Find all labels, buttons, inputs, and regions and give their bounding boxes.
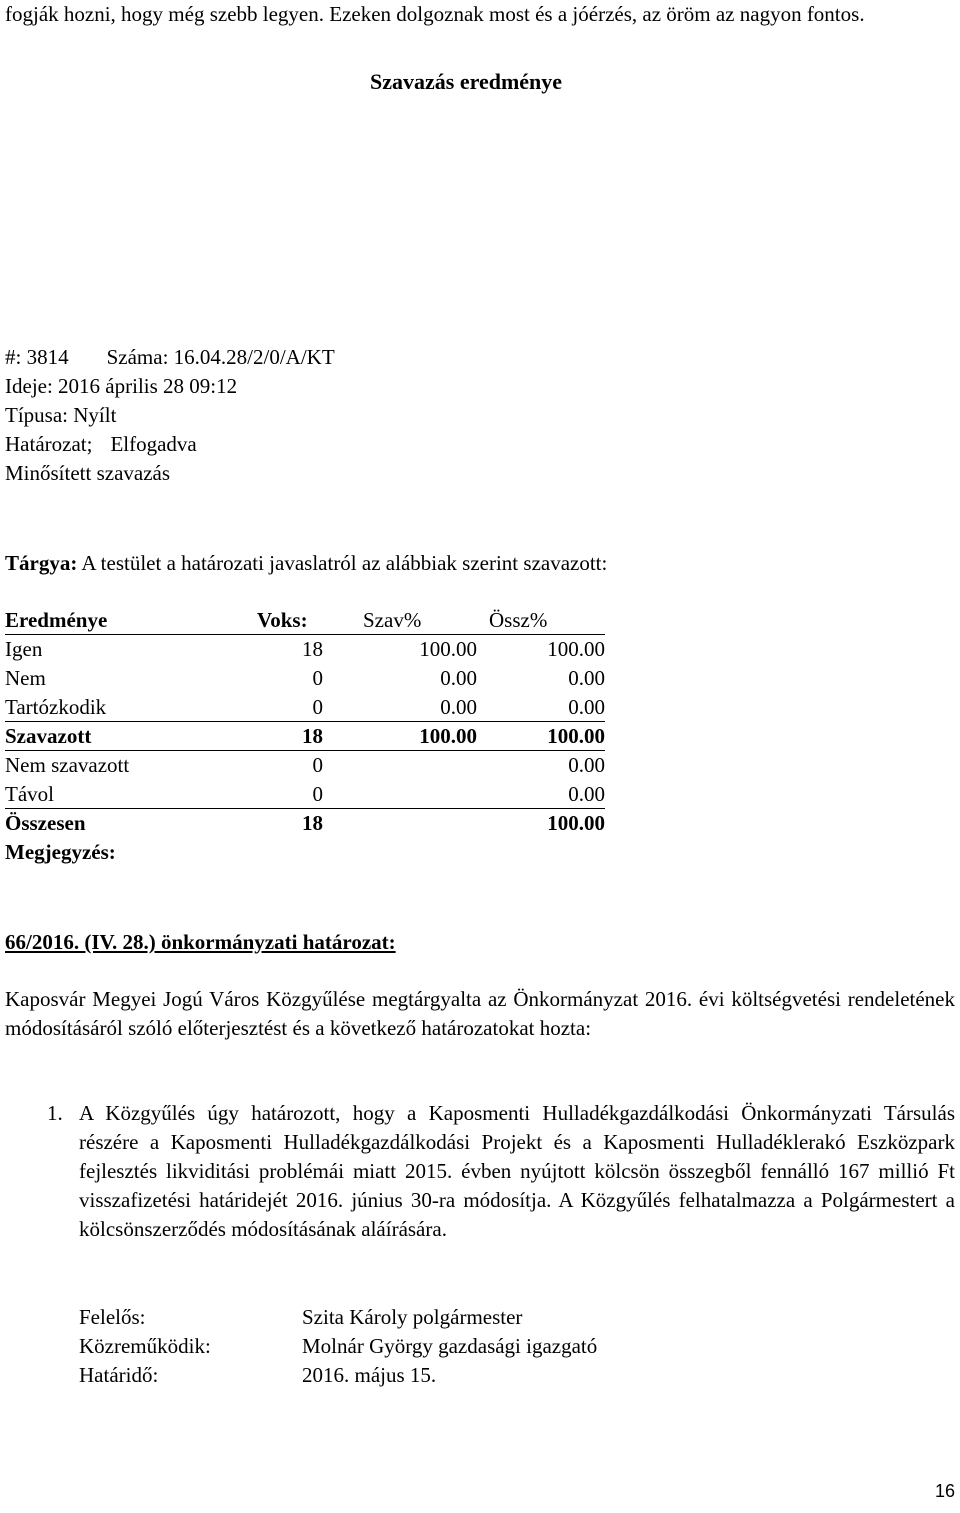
meta-id: #: 3814 [5, 345, 69, 369]
results-row-yes [5, 635, 605, 664]
row-label: Távol [5, 782, 54, 806]
row-voks: 18 [302, 811, 323, 835]
row-ossz: 0.00 [568, 695, 605, 719]
results-table [5, 606, 605, 867]
row-voks: 0 [312, 695, 323, 719]
row-voks: 0 [312, 753, 323, 777]
deadline-row [79, 1361, 779, 1390]
meta-id-row [5, 343, 605, 372]
row-szav: 0.00 [440, 695, 477, 719]
meta-qualified: Minősített szavazás [5, 461, 171, 485]
results-row-absent [5, 780, 605, 809]
row-voks: 0 [312, 666, 323, 690]
point-text: A Közgyűlés úgy határozott, hogy a Kaposmenti Hulladékgazdálkodási Önkormányzati Társulás részére a Kaposmenti Hulladékgazdálkodási Projekt és a Kaposmenti Hulladéklerakó Eszközpark fejlesztés likviditási problémái miatt 2015. évben nyújtott kölcsön összegből fennálló 167 millió Ft visszafizetési határidejét 2016. június 30-ra módosítja. A Közgyűlés felhatalmazza a Polgármestert a kölcsönszerződés módosításának aláírására. [79, 1101, 955, 1241]
responsible-row [79, 1303, 779, 1332]
responsible-label: Felelős: [79, 1305, 146, 1329]
row-szav: 100.00 [419, 724, 477, 748]
meta-date: Ideje: 2016 április 28 09:12 [5, 374, 238, 398]
row-voks: 0 [312, 782, 323, 806]
row-voks: 18 [302, 637, 323, 661]
row-label: Nem [5, 666, 46, 690]
meta-decision-value: Elfogadva [110, 432, 197, 456]
contributor-row [79, 1332, 779, 1361]
resolution-title: 66/2016. (IV. 28.) önkormányzati határozat: [5, 930, 396, 954]
results-note-row [5, 838, 605, 867]
note-label: Megjegyzés: [5, 840, 116, 864]
subject-text: A testület a határozati javaslatról az alábbiak szerint szavazott: [77, 551, 608, 575]
vote-subject [5, 549, 607, 578]
header-szav: Szav% [363, 608, 422, 632]
deadline-value: 2016. május 15. [302, 1363, 437, 1387]
row-szav: 0.00 [440, 666, 477, 690]
intro-paragraph: fogják hozni, hogy még szebb legyen. Ezeken dolgoznak most és a jóérzés, az öröm az nagyon fontos. [5, 2, 865, 26]
row-ossz: 100.00 [547, 637, 605, 661]
vote-metadata [5, 343, 605, 488]
meta-type: Típusa: Nyílt [5, 403, 117, 427]
row-ossz: 100.00 [547, 811, 605, 835]
row-ossz: 0.00 [568, 782, 605, 806]
row-label: Tartózkodik [5, 695, 107, 719]
results-row-voted [5, 722, 605, 751]
page-number: 16 [934, 1481, 955, 1501]
results-row-abstain [5, 693, 605, 722]
responsibility-block [79, 1303, 779, 1390]
responsible-value: Szita Károly polgármester [302, 1305, 523, 1329]
row-label: Szavazott [5, 724, 92, 748]
header-voks: Voks: [257, 608, 308, 632]
row-label: Összesen [5, 811, 86, 835]
meta-number: Száma: 16.04.28/2/0/A/KT [106, 345, 335, 369]
row-ossz: 0.00 [568, 753, 605, 777]
deadline-label: Határidő: [79, 1363, 159, 1387]
row-ossz: 100.00 [547, 724, 605, 748]
row-label: Igen [5, 637, 43, 661]
row-ossz: 0.00 [568, 666, 605, 690]
row-szav: 100.00 [419, 637, 477, 661]
header-result: Eredménye [5, 608, 108, 632]
vote-result-heading: Szavazás eredménye [370, 69, 563, 94]
results-row-no [5, 664, 605, 693]
resolution-body: Kaposvár Megyei Jogú Város Közgyűlése megtárgyalta az Önkormányzat 2016. évi költségvetési rendeletének módosításáról szóló előterjesztést és a következő határozatokat hozta: [5, 987, 955, 1040]
point-number: 1. [47, 1101, 63, 1125]
subject-label: Tárgya: [5, 551, 78, 575]
results-row-total [5, 809, 605, 838]
row-label: Nem szavazott [5, 753, 130, 777]
header-ossz: Össz% [489, 608, 548, 632]
row-voks: 18 [302, 724, 323, 748]
results-header-row [5, 606, 605, 635]
results-row-not-voted [5, 751, 605, 780]
meta-decision-label: Határozat; [5, 432, 93, 456]
contributor-label: Közreműködik: [79, 1334, 211, 1358]
meta-decision-row [5, 430, 605, 459]
contributor-value: Molnár György gazdasági igazgató [302, 1334, 598, 1358]
